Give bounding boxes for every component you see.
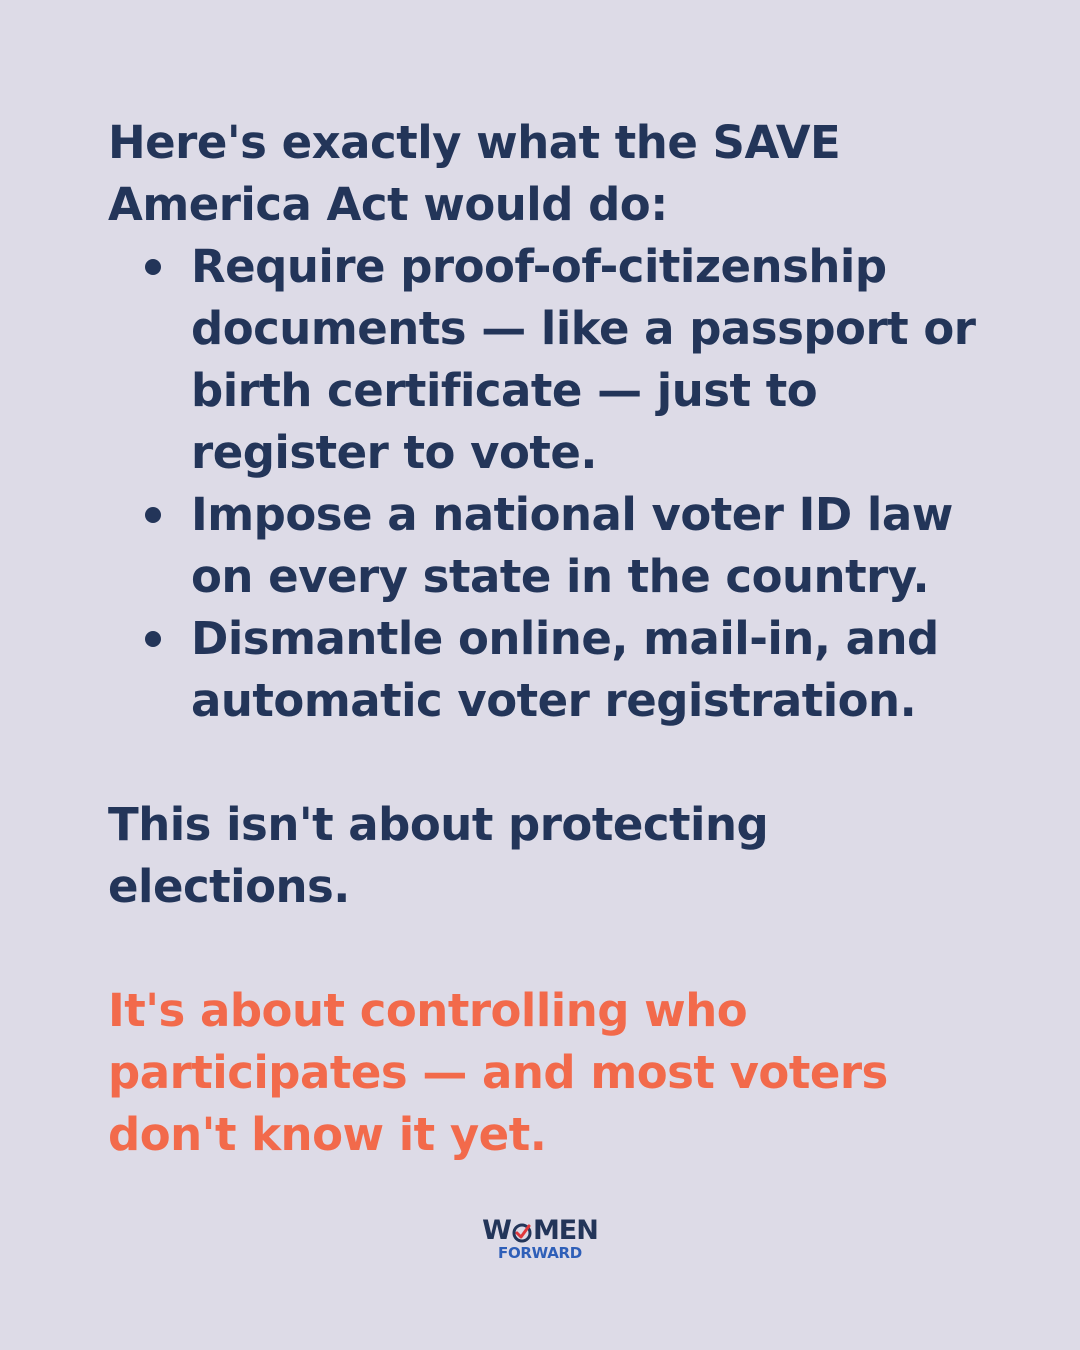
bullet-text-line: Impose a national voter ID law xyxy=(191,488,953,541)
women-forward-logo xyxy=(477,1217,603,1267)
logo-wordmark-top xyxy=(477,1217,603,1245)
statement-paragraph xyxy=(108,794,988,918)
statement-line: This isn't about protecting xyxy=(108,798,769,851)
bullet-item-voter-id xyxy=(191,484,988,608)
bullet-list xyxy=(108,236,988,732)
bullet-text-line: documents — like a passport or xyxy=(191,302,976,355)
bullet-text-line: on every state in the country. xyxy=(191,550,930,603)
bullet-text-line: register to vote. xyxy=(191,426,597,479)
main-content xyxy=(108,112,988,1166)
statement-line: elections. xyxy=(108,860,350,913)
bullet-text-line: Require proof-of-citizenship xyxy=(191,240,887,293)
intro-line: Here's exactly what the SAVE xyxy=(108,116,841,169)
bullet-item-proof-of-citizenship xyxy=(191,236,988,484)
emphasis-line: participates — and most voters xyxy=(108,1046,888,1099)
intro-heading xyxy=(108,112,988,236)
bullet-text-line: birth certificate — just to xyxy=(191,364,818,417)
emphasis-paragraph xyxy=(108,980,988,1166)
logo-letters-men: MEN xyxy=(532,1215,598,1246)
bullet-item-registration xyxy=(191,608,988,732)
emphasis-line: It's about controlling who xyxy=(108,984,748,1037)
logo-wordmark-bottom: FORWARD xyxy=(498,1244,582,1262)
intro-line: America Act would do: xyxy=(108,178,668,231)
emphasis-line: don't know it yet. xyxy=(108,1108,547,1161)
bullet-text-line: Dismantle online, mail-in, and xyxy=(191,612,939,665)
checkmark-in-circle-icon xyxy=(512,1221,532,1241)
logo-letter-w: W xyxy=(482,1215,511,1246)
bullet-text-line: automatic voter registration. xyxy=(191,674,917,727)
